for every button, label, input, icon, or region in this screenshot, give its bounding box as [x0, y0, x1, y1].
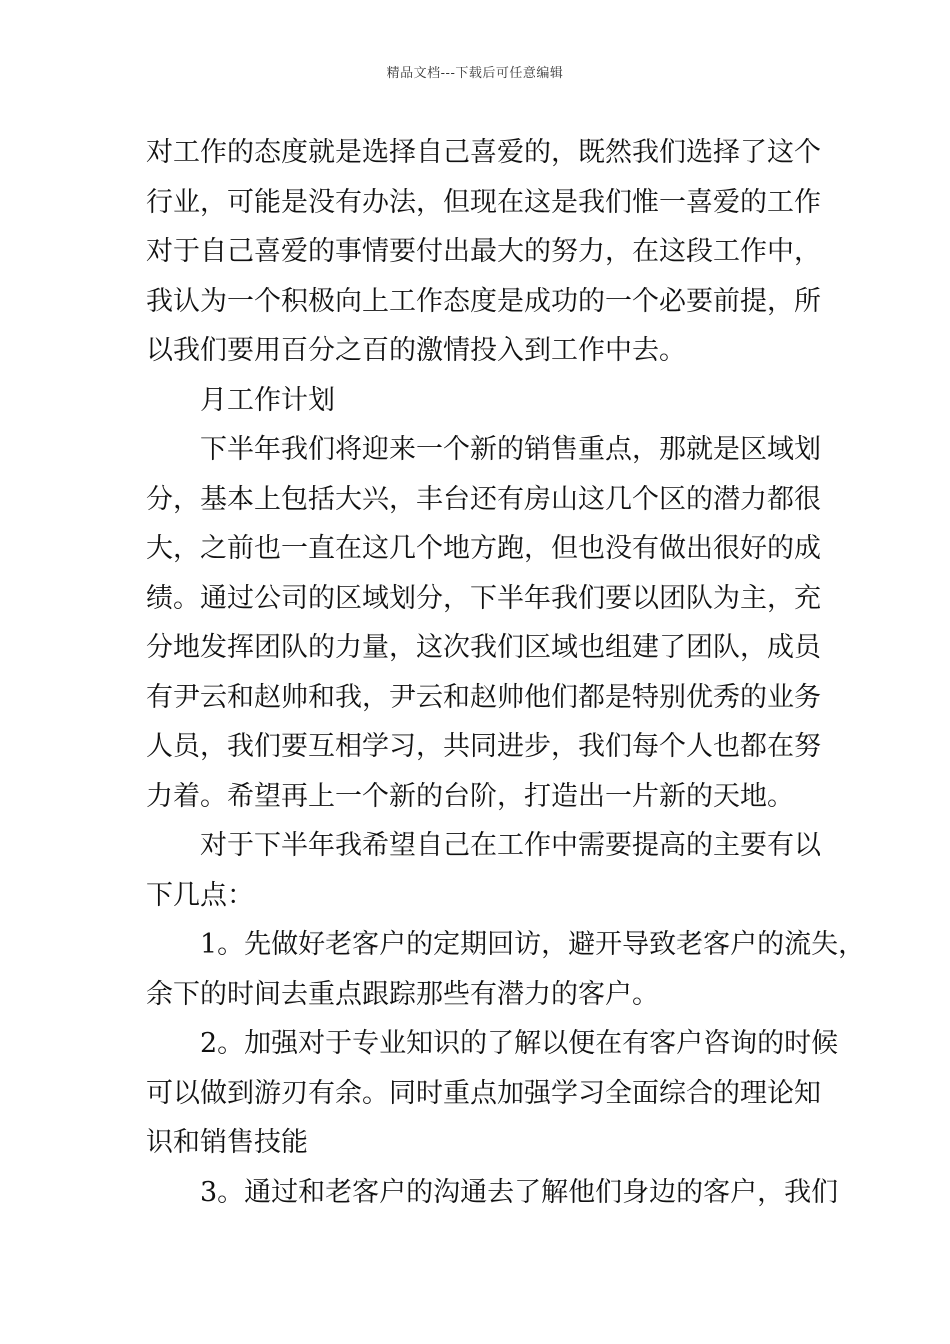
text-line: 下几点：	[146, 879, 254, 911]
list-item: 1。先做好老客户的定期回访，避开导致老客户的流失，	[200, 929, 866, 960]
text-line: 余下的时间去重点跟踪那些有潜力的客户。	[146, 978, 659, 1010]
section-heading: 月工作计划	[200, 384, 335, 416]
text-line: 识和销售技能	[146, 1127, 308, 1158]
text-line: 有尹云和赵帅和我，尹云和赵帅他们都是特别优秀的业务	[146, 681, 821, 713]
text-line: 可以做到游刃有余。同时重点加强学习全面综合的理论知	[146, 1077, 821, 1109]
list-item: 2。加强对于专业知识的了解以便在有客户咨询的时候	[200, 1028, 839, 1059]
text-line: 对于下半年我希望自己在工作中需要提高的主要有以	[200, 830, 821, 861]
text-line: 人员，我们要互相学习，共同进步，我们每个人也都在努	[146, 731, 821, 762]
text-line: 分地发挥团队的力量，这次我们区域也组建了团队，成员	[146, 632, 821, 663]
text-line: 大，之前也一直在这几个地方跑，但也没有做出很好的成	[146, 533, 821, 564]
document-body	[146, 128, 866, 1217]
text-line: 我认为一个积极向上工作态度是成功的一个必要前提，所	[146, 285, 821, 317]
text-line: 力着。希望再上一个新的台阶，打造出一片新的天地。	[146, 780, 794, 812]
text-line: 绩。通过公司的区域划分，下半年我们要以团队为主，充	[146, 582, 821, 614]
text-line: 对于自己喜爱的事情要付出最大的努力，在这段工作中，	[146, 236, 821, 267]
text-line: 对工作的态度就是选择自己喜爱的，既然我们选择了这个	[146, 137, 821, 168]
text-line: 行业，可能是没有办法，但现在这是我们惟一喜爱的工作	[146, 186, 821, 218]
text-line: 下半年我们将迎来一个新的销售重点，那就是区域划	[200, 434, 821, 465]
page-header: 精品文档---下载后可任意编辑	[386, 66, 564, 81]
text-line: 以我们要用百分之百的激情投入到工作中去。	[146, 335, 686, 366]
text-line: 分，基本上包括大兴，丰台还有房山这几个区的潜力都很	[146, 483, 821, 515]
list-item: 3。通过和老客户的沟通去了解他们身边的客户，我们	[200, 1176, 839, 1208]
